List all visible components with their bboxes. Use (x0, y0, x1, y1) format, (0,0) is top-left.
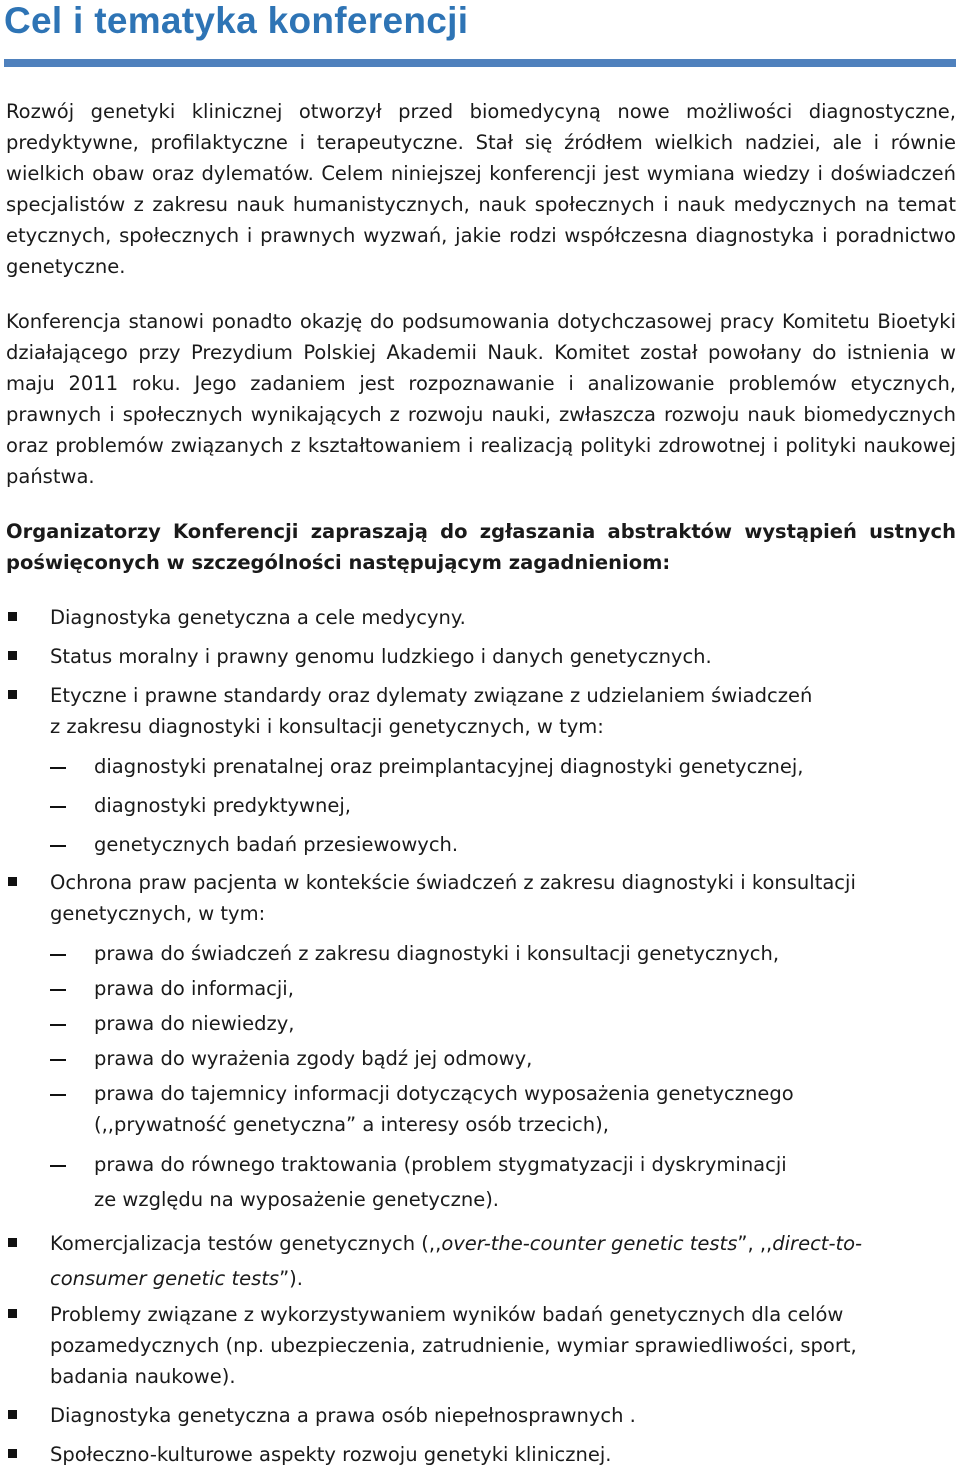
topic-text-line1: Etyczne i prawne standardy oraz dylematy związane z udzielaniem świadczeń (50, 684, 813, 707)
dash-bullet-icon (50, 1094, 66, 1096)
topic-text-suffix: ”). (279, 1267, 303, 1290)
dash-bullet-icon (50, 845, 66, 847)
topic-text-line2 (50, 1263, 303, 1294)
topic-text-mid: ”, ,, (737, 1232, 773, 1255)
subtopic-text: diagnostyki predyktywnej, (94, 794, 351, 817)
subtopic-text: prawa do równego traktowania (problem stygmatyzacji i dyskryminacji (94, 1153, 787, 1176)
subtopic-text: genetycznych badań przesiewowych. (94, 833, 459, 856)
subtopic-text: prawa do tajemnicy informacji dotyczących wyposażenia genetycznego (94, 1082, 794, 1105)
topic-text-line3: badania naukowe). (50, 1365, 236, 1388)
topic-text-line1: Ochrona praw pacjenta w kontekście świadczeń z zakresu diagnostyki i konsultacji (50, 871, 856, 894)
dash-bullet-icon (50, 989, 66, 991)
topic-text: Status moralny i prawny genomu ludzkiego i danych genetycznych. (50, 645, 712, 668)
topic-text: Diagnostyka genetyczna a cele medycyny. (50, 606, 466, 629)
dash-bullet-icon (50, 1024, 66, 1026)
subtopic-text: prawa do świadczeń z zakresu diagnostyki i konsultacji genetycznych, (94, 942, 780, 965)
square-bullet-icon (8, 877, 17, 886)
subtopic-text: prawa do informacji, (94, 977, 294, 1000)
topic-text-prefix: Komercjalizacja testów genetycznych (,, (50, 1232, 442, 1255)
paragraph-conference-goal: Rozwój genetyki klinicznej otworzył przed biomedycyną nowe możliwości diagnostyczne, predyktywne, profilaktyczne i terapeutyczne. Stał się źródłem wielkich nadziei, ale i równie wielkich obaw oraz dylematów. Celem niniejszej konferencji jest wymiana wiedzy i doświadczeń specjalistów z zakresu nauk humanistycznych, nauk społecznych i nauk medycznych na temat etycznych, społecznych i prawnych wyzwań, jakie rodzi współczesna diagnostyka i poradnictwo genetyczne. (6, 100, 956, 278)
topic-text-line1: Problemy związane z wykorzystywaniem wyników badań genetycznych dla celów (50, 1303, 844, 1326)
paragraph-bioethics-committee: Konferencja stanowi ponadto okazję do podsumowania dotychczasowej pracy Komitetu Bioetyki działającego przy Prezydium Polskiej Akademii Nauk. Komitet został powołany do istnienia w maju 2011 roku. Jego zadaniem jest rozpoznawanie i analizowanie problemów etycznych, prawnych i społecznych wynikających z rozwoju nauki, zwłaszcza rozwoju nauk biomedycznych oraz problemów związanych z kształtowaniem i realizacją polityki zdrowotnej i polityki naukowej państwa. (6, 310, 956, 488)
dash-bullet-icon (50, 1059, 66, 1061)
square-bullet-icon (8, 1238, 17, 1247)
dash-bullet-icon (50, 1165, 66, 1167)
topic-text-line1 (50, 1228, 862, 1259)
topic-text: Diagnostyka genetyczna a prawa osób niepełnosprawnych . (50, 1404, 636, 1427)
square-bullet-icon (8, 1309, 17, 1318)
topic-text-italic: consumer genetic tests (50, 1267, 280, 1290)
topic-text-italic: over-the-counter genetic tests (441, 1232, 738, 1255)
subtopic-text: diagnostyki prenatalnej oraz preimplantacyjnej diagnostyki genetycznej, (94, 755, 804, 778)
topic-text-line2: z zakresu diagnostyki i konsultacji genetycznych, w tym: (50, 715, 604, 738)
square-bullet-icon (8, 612, 17, 621)
dash-bullet-icon (50, 767, 66, 769)
topic-text: Społeczno-kulturowe aspekty rozwoju genetyki klinicznej. (50, 1443, 612, 1466)
topic-text-line2: genetycznych, w tym: (50, 902, 266, 925)
page-title: Cel i tematyka konferencji (4, 0, 469, 41)
topic-text-italic: direct-to- (772, 1232, 863, 1255)
square-bullet-icon (8, 1410, 17, 1419)
subtopic-text: prawa do wyrażenia zgody bądź jej odmowy, (94, 1047, 533, 1070)
subtopic-text-continued: (,,prywatność genetyczna” a interesy osób trzecich), (94, 1113, 609, 1136)
subtopic-text: prawa do niewiedzy, (94, 1012, 295, 1035)
subtopic-text-continued: ze względu na wyposażenie genetyczne). (94, 1188, 499, 1211)
dash-bullet-icon (50, 806, 66, 808)
topic-text-line2: pozamedycznych (np. ubezpieczenia, zatrudnienie, wymiar sprawiedliwości, sport, (50, 1334, 857, 1357)
square-bullet-icon (8, 690, 17, 699)
square-bullet-icon (8, 651, 17, 660)
call-for-abstracts: Organizatorzy Konferencji zapraszają do zgłaszania abstraktów wystąpień ustnych poświęconych w szczególności następującym zagadnieniom: (6, 520, 956, 574)
title-underline (4, 59, 956, 67)
square-bullet-icon (8, 1449, 17, 1458)
dash-bullet-icon (50, 954, 66, 956)
